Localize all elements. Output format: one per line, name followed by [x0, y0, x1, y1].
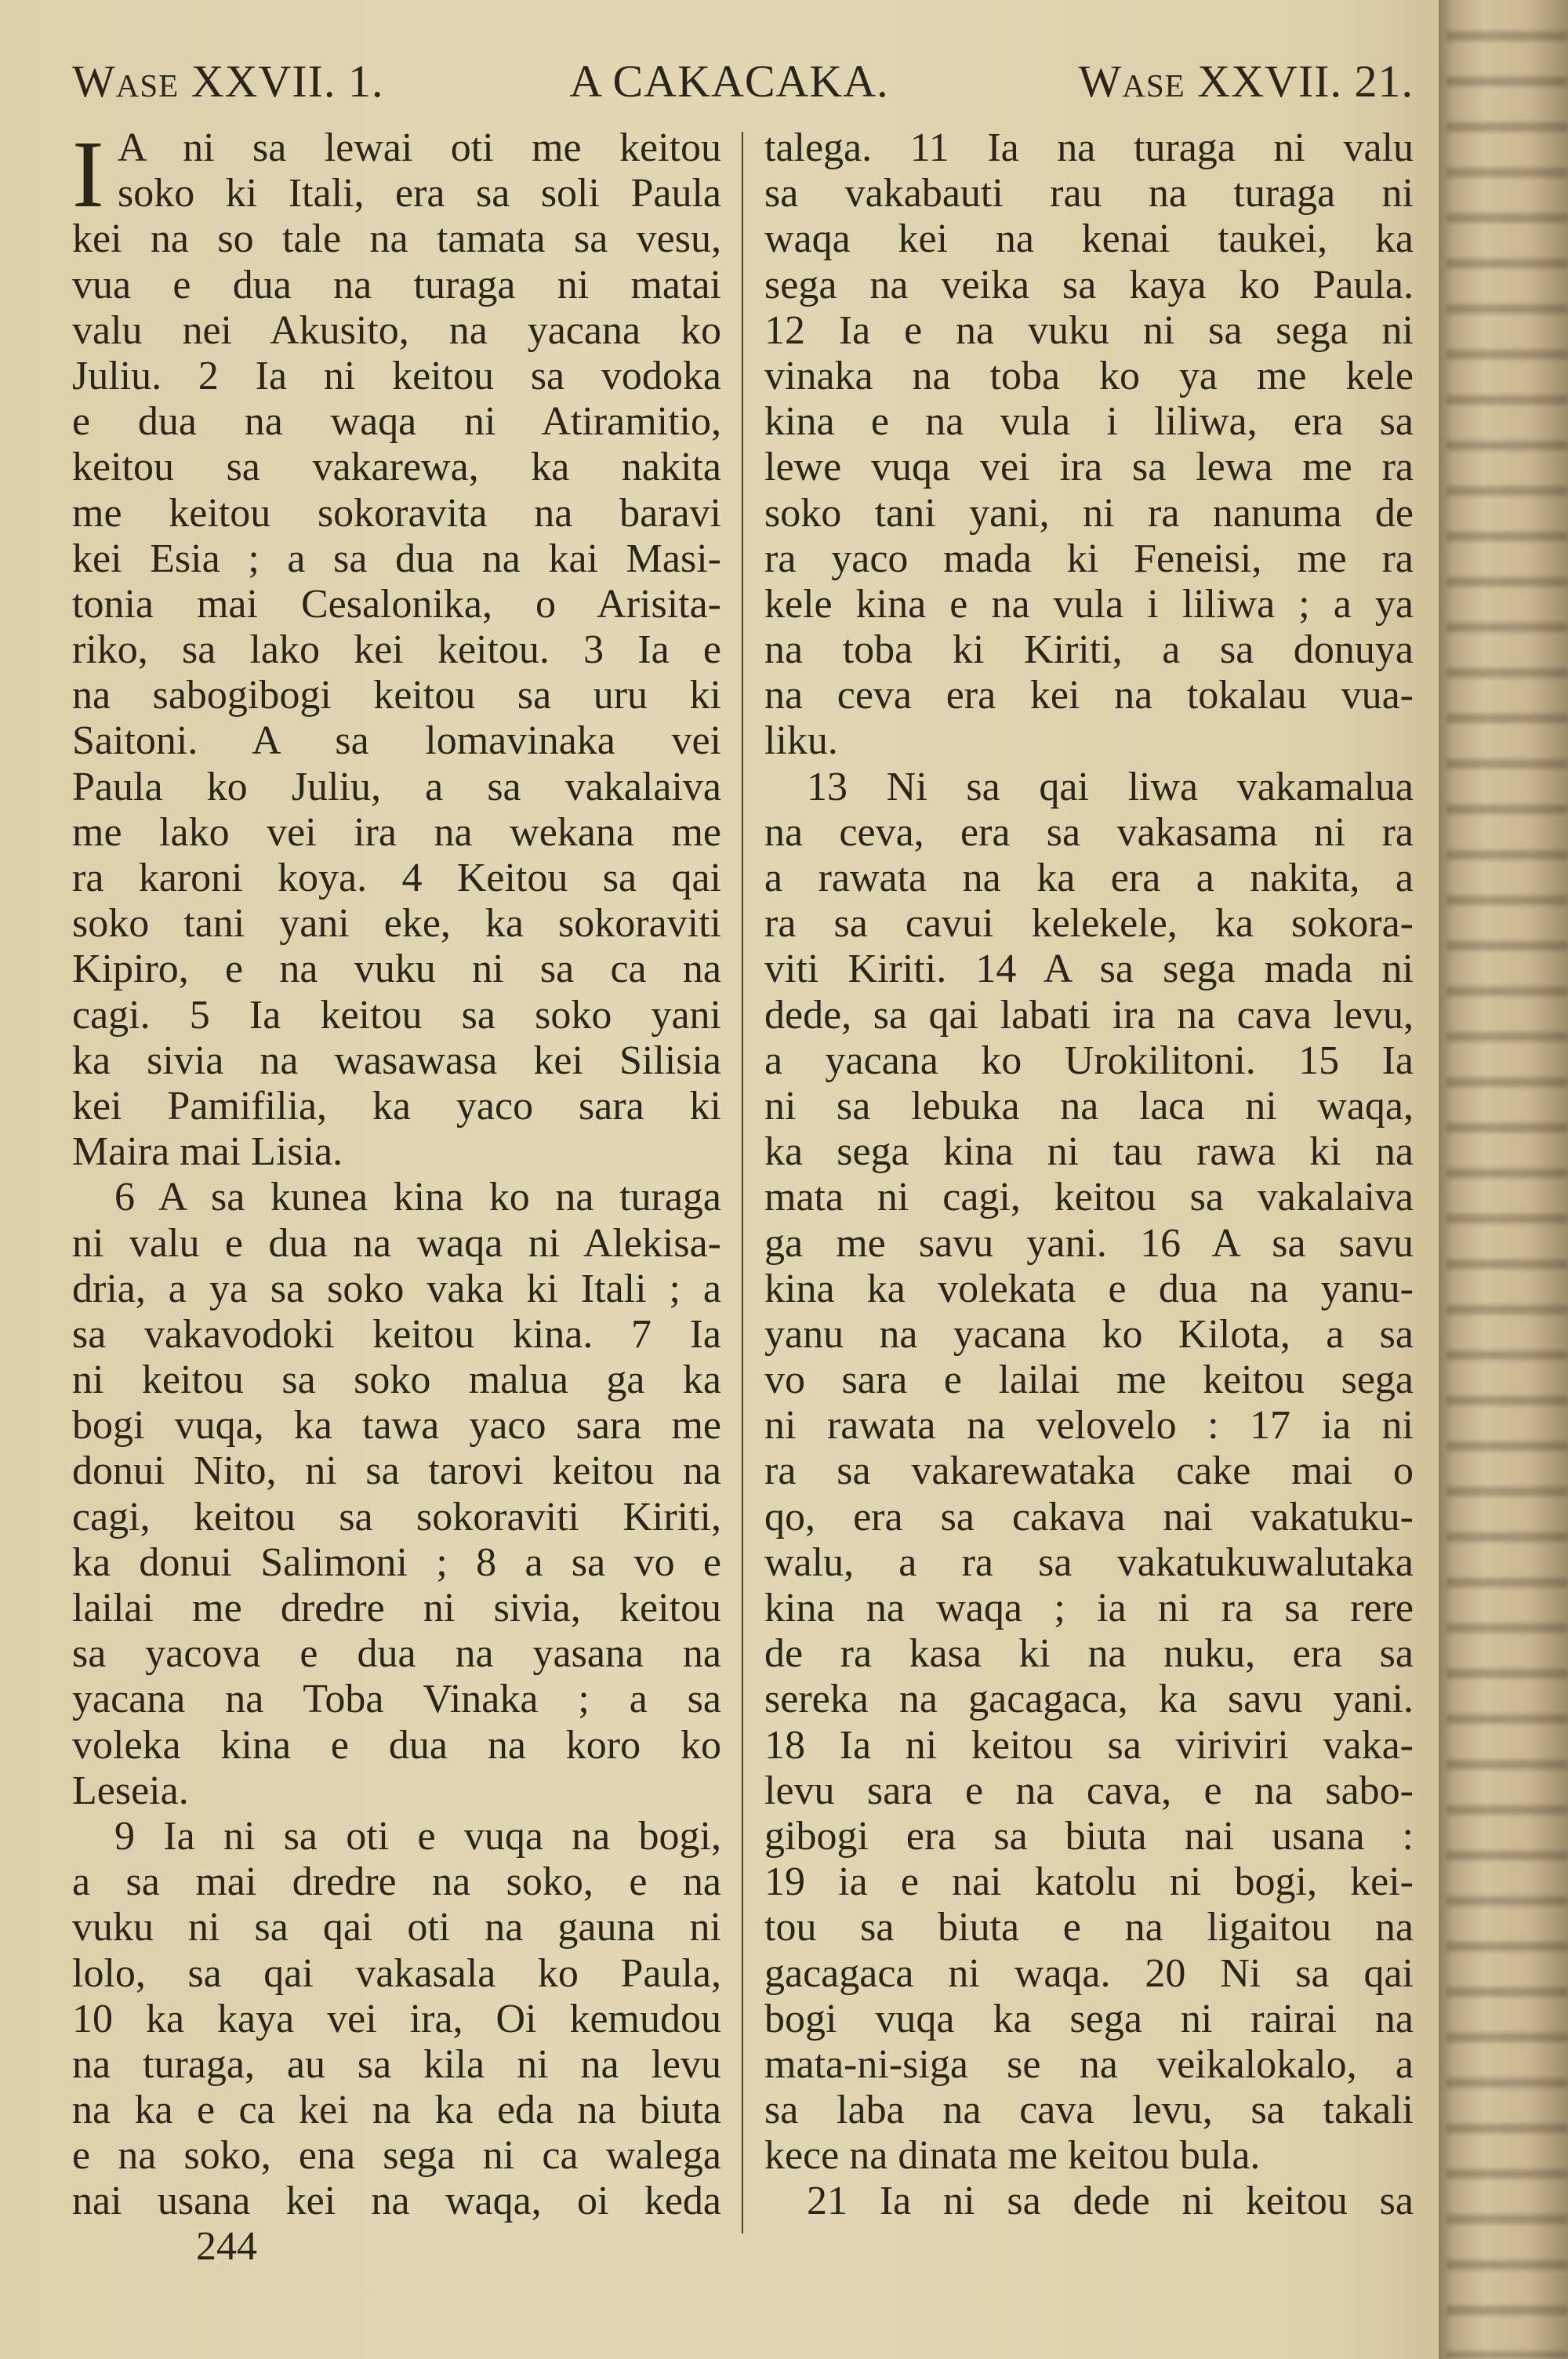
text-line: yacana na Toba Vinaka ; a sa	[72, 1677, 721, 1722]
text-line: sa laba na cava levu, sa takali	[764, 2088, 1414, 2133]
text-line: ra karoni koya. 4 Keitou sa qai	[72, 856, 721, 900]
text-line: waqa kei na kenai taukei, ka	[764, 216, 1414, 262]
text-line: soko tani yani eke, ka sokoraviti	[72, 901, 721, 947]
text-line: talega. 11 Ia na turaga ni valu	[764, 125, 1414, 170]
text-line: kina e na vula i liliwa, era sa	[764, 399, 1414, 445]
text-line: kece na dinata me keitou bula.	[764, 2133, 1261, 2179]
text-line: a rawata na ka era a nakita, a	[764, 856, 1414, 900]
text-line: vinaka na toba ko ya me kele	[764, 353, 1414, 398]
text-line: ga me savu yani. 16 A sa savu	[764, 1220, 1414, 1266]
running-header-right: Wase XXVII. 21.	[1078, 56, 1414, 107]
text-line: ni sa lebuka na laca ni waqa,	[764, 1083, 1414, 1129]
text-line: a sa mai dredre na soko, e na	[72, 1859, 721, 1905]
text-line: levu sara e na cava, e na sabo-	[764, 1768, 1414, 1813]
text-line: vuku ni sa qai oti na gauna ni	[72, 1905, 721, 1950]
text-line: 21 Ia ni sa dede ni keitou sa	[807, 2179, 1414, 2224]
running-header-left: Wase XXVII. 1.	[72, 56, 384, 107]
text-line: 18 Ia ni keitou sa viriviri vaka-	[764, 1722, 1414, 1768]
text-line: kei na so tale na tamata sa vesu,	[72, 216, 721, 262]
text-line: ka donui Salimoni ; 8 a sa vo e	[72, 1539, 721, 1585]
text-line: ka sega kina ni tau rawa ki na	[764, 1129, 1414, 1175]
text-line: a yacana ko Urokilitoni. 15 Ia	[764, 1038, 1414, 1083]
text-line: riko, sa lako kei keitou. 3 Ia e	[72, 627, 721, 673]
text-line: kei Pamifilia, ka yaco sara ki	[72, 1083, 721, 1129]
text-line: donui Nito, ni sa tarovi keitou na	[72, 1448, 721, 1494]
text-line: na sabogibogi keitou sa uru ki	[72, 673, 721, 718]
text-line: na ceva era kei na tokalau vua-	[764, 673, 1414, 718]
text-line: de ra kasa ki na nuku, era sa	[764, 1631, 1414, 1677]
text-line: na turaga, au sa kila ni na levu	[72, 2041, 721, 2087]
facing-page-text-blur	[1446, 0, 1568, 2359]
text-line: bogi vuqa, ka tawa yaco sara me	[72, 1403, 721, 1448]
text-line: 10 ka kaya vei ira, Oi kemudou	[72, 1996, 721, 2041]
text-line: A ni sa lewai oti me keitou	[118, 125, 721, 170]
text-line: lailai me dredre ni sivia, keitou	[72, 1586, 721, 1630]
text-line: na ka e ca kei na ka eda na biuta	[72, 2088, 721, 2133]
text-column-right	[764, 125, 1414, 2225]
text-line: kei Esia ; a sa dua na kai Masi-	[72, 536, 721, 581]
text-line: vua e dua na turaga ni matai	[72, 262, 721, 307]
text-line: 12 Ia e na vuku ni sa sega ni	[764, 307, 1414, 353]
text-line: me lako vei ira na wekana me	[72, 809, 721, 855]
text-line: kele kina e na vula i liliwa ; a ya	[764, 581, 1414, 627]
page-number: 244	[196, 2224, 257, 2269]
text-line: 19 ia e nai katolu ni bogi, kei-	[764, 1859, 1414, 1905]
text-line: mata ni cagi, keitou sa vakalaiva	[764, 1175, 1414, 1220]
text-line: voleka kina e dua na koro ko	[72, 1722, 721, 1768]
text-line: ra sa cavui kelekele, ka sokora-	[764, 901, 1414, 947]
column-divider	[742, 132, 743, 2234]
text-line: cagi. 5 Ia keitou sa soko yani	[72, 992, 721, 1038]
text-line: e dua na waqa ni Atiramitio,	[72, 399, 721, 445]
text-line: ka sivia na wasawasa kei Silisia	[72, 1038, 721, 1083]
text-line: na toba ki Kiriti, a sa donuya	[764, 627, 1414, 673]
text-line: gibogi era sa biuta nai usana :	[764, 1813, 1414, 1859]
text-line: sa yacova e dua na yasana na	[72, 1631, 721, 1677]
text-line: Leseia.	[72, 1768, 189, 1813]
text-line: ni rawata na velovelo : 17 ia ni	[764, 1403, 1414, 1448]
text-line: ni valu e dua na waqa ni Alekisa-	[72, 1220, 721, 1266]
text-line: Paula ko Juliu, a sa vakalaiva	[72, 764, 721, 809]
text-line: ra yaco mada ki Feneisi, me ra	[764, 536, 1414, 581]
text-line: sega na veika sa kaya ko Paula.	[764, 262, 1414, 307]
text-line: liku.	[764, 718, 838, 764]
text-line: yanu na yacana ko Kilota, a sa	[764, 1311, 1414, 1357]
text-line: kina na waqa ; ia ni ra sa rere	[764, 1586, 1414, 1630]
text-line: kina ka volekata e dua na yanu-	[764, 1266, 1414, 1311]
text-line: tonia mai Cesalonika, o Arisita-	[72, 581, 721, 627]
drop-cap: I	[72, 122, 104, 227]
text-line: sa vakavodoki keitou kina. 7 Ia	[72, 1311, 721, 1357]
text-line: bogi vuqa ka sega ni rairai na	[764, 1996, 1414, 2041]
text-line: na ceva, era sa vakasama ni ra	[764, 809, 1414, 855]
text-line: 9 Ia ni sa oti e vuqa na bogi,	[114, 1813, 721, 1859]
text-line: Saitoni. A sa lomavinaka vei	[72, 718, 721, 764]
text-line: valu nei Akusito, na yacana ko	[72, 307, 721, 353]
text-line: keitou sa vakarewa, ka nakita	[72, 445, 721, 490]
text-line: dria, a ya sa soko vaka ki Itali ; a	[72, 1266, 721, 1311]
text-line: viti Kiriti. 14 A sa sega mada ni	[764, 947, 1414, 992]
text-line: ra sa vakarewataka cake mai o	[764, 1448, 1414, 1494]
text-line: me keitou sokoravita na baravi	[72, 490, 721, 536]
text-line: Maira mai Lisia.	[72, 1129, 343, 1175]
text-line: sereka na gacagaca, ka savu yani.	[764, 1677, 1414, 1722]
text-line: ni keitou sa soko malua ga ka	[72, 1358, 721, 1403]
text-line: vo sara e lailai me keitou sega	[764, 1358, 1414, 1403]
text-line: sa vakabauti rau na turaga ni	[764, 171, 1414, 216]
text-line: 6 A sa kunea kina ko na turaga	[114, 1175, 721, 1220]
text-line: soko tani yani, ni ra nanuma de	[764, 490, 1414, 536]
text-line: gacagaca ni waqa. 20 Ni sa qai	[764, 1950, 1414, 1996]
text-line: nai usana kei na waqa, oi keda	[72, 2179, 721, 2224]
text-line: Kipiro, e na vuku ni sa ca na	[72, 947, 721, 992]
text-line: Juliu. 2 Ia ni keitou sa vodoka	[72, 353, 721, 398]
text-line: lolo, sa qai vakasala ko Paula,	[72, 1950, 721, 1996]
text-line: tou sa biuta e na ligaitou na	[764, 1905, 1414, 1950]
text-line: soko ki Itali, era sa soli Paula	[118, 171, 721, 216]
text-line: qo, era sa cakava nai vakatuku-	[764, 1494, 1414, 1539]
text-line: lewe vuqa vei ira sa lewa me ra	[764, 445, 1414, 490]
text-column-left	[72, 122, 721, 2225]
text-line: 13 Ni sa qai liwa vakamalua	[807, 764, 1414, 809]
text-line: e na soko, ena sega ni ca walega	[72, 2133, 721, 2179]
text-line: cagi, keitou sa sokoraviti Kiriti,	[72, 1494, 721, 1539]
text-line: mata-ni-siga se na veikalokalo, a	[764, 2041, 1414, 2087]
running-header-title: A CAKACAKA.	[569, 56, 889, 107]
text-line: walu, a ra sa vakatukuwalutaka	[764, 1539, 1414, 1585]
text-line: dede, sa qai labati ira na cava levu,	[764, 992, 1414, 1038]
